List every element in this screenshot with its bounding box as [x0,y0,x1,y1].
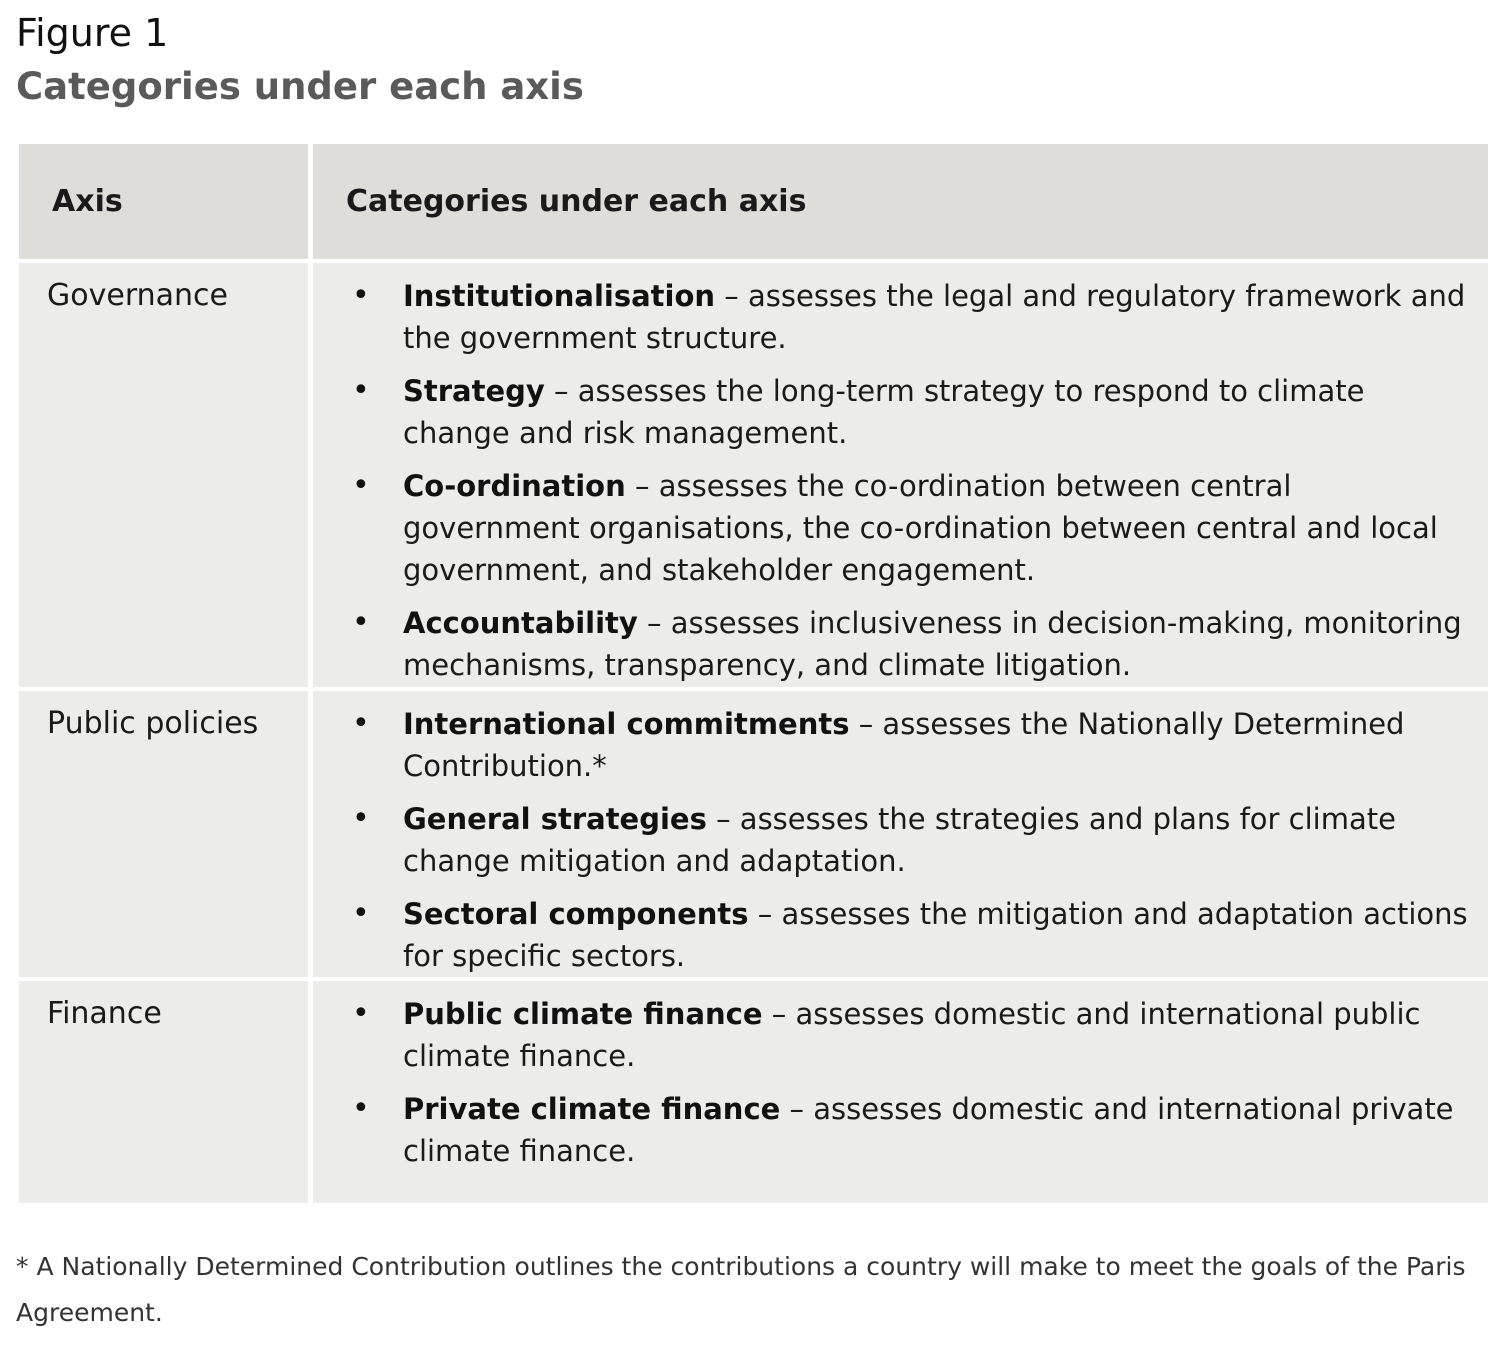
category-name: Co-ordination [403,469,626,503]
category-description: – assesses inclusiveness in decision-making, monitoring mechanisms, transparency, and climate litigation. [403,606,1462,682]
category-list [349,275,1468,686]
header-categories: Categories under each axis [313,144,1488,259]
category-description: – assesses the Nationally Determined Contribution.* [403,707,1405,783]
category-description: – assesses the co-ordination between central government organisations, the co-ordination between central and local government, and stakeholder engagement. [403,469,1438,587]
list-item [349,993,1468,1077]
list-item [349,602,1468,686]
categories-cell [313,981,1488,1203]
category-name: Accountability [403,606,638,640]
figure-label: Figure 1 [16,11,169,55]
list-item [349,893,1468,977]
category-description: – assesses domestic and international public climate finance. [403,997,1421,1073]
axis-governance: Governance [19,263,308,687]
category-name: Strategy [403,374,545,408]
category-description: – assesses domestic and international private climate finance. [403,1092,1454,1168]
category-description: – assesses the strategies and plans for climate change mitigation and adaptation. [403,802,1396,878]
footnote: * A Nationally Determined Contribution outlines the contributions a country will make to meet the goals of the Paris Agreement. [16,1252,1466,1327]
list-item [349,703,1468,787]
category-description: – assesses the long-term strategy to respond to climate change and risk management. [403,374,1365,450]
list-item [349,1088,1468,1172]
header-axis: Axis [19,144,308,259]
table-row [19,263,1488,687]
category-name: Public climate finance [403,997,763,1031]
table-row [19,981,1488,1203]
category-name: General strategies [403,802,707,836]
category-list [349,703,1468,977]
list-item [349,370,1468,454]
list-item [349,275,1468,359]
categories-cell [313,691,1488,977]
table-row [19,691,1488,977]
category-name: Institutionalisation [403,279,716,313]
categories-table [19,144,1488,1203]
axis-finance: Finance [19,981,308,1203]
category-name: Private climate finance [403,1092,781,1126]
table-header-row [19,144,1488,259]
axis-public-policies: Public policies [19,691,308,977]
category-name: Sectoral components [403,897,749,931]
list-item [349,798,1468,882]
category-description: – assesses the legal and regulatory framework and the government structure. [403,279,1466,355]
figure-title: Categories under each axis [16,65,584,108]
categories-cell [313,263,1488,687]
list-item [349,465,1468,591]
category-list [349,993,1468,1172]
category-description: – assesses the mitigation and adaptation actions for specific sectors. [403,897,1468,973]
category-name: International commitments [403,707,850,741]
